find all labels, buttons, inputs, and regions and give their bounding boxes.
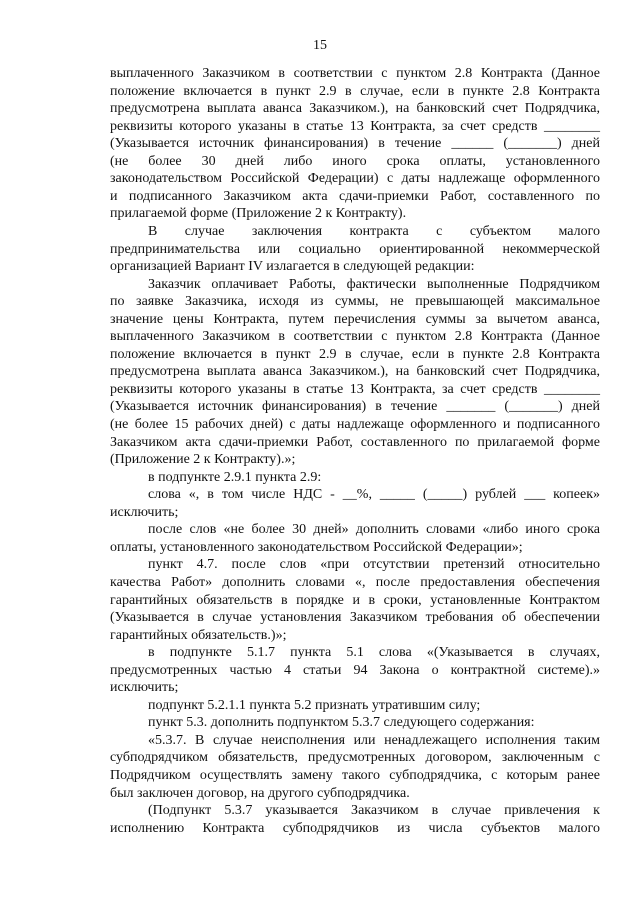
text-line: оплаты, установленного законодательством Российской Федерации»;: [110, 539, 523, 555]
text-line: предусмотрена выплата аванса Заказчиком.), на банковский счет Подрядчика,: [110, 364, 600, 380]
text-line: (Указывается источник финансирования) в течение ______ (_______) дней: [110, 136, 600, 152]
text-line: прилагаемой форме (Приложение 2 к Контракту).: [110, 206, 407, 222]
text-line: гарантийных обязательств в порядке и в сроки, установленные Контрактом: [110, 592, 600, 608]
text-line: пункт 4.7. после слов «при отсутствии претензий относительно: [148, 557, 600, 573]
text-line: по заявке Заказчика, исходя из суммы, не превышающей максимальное: [110, 294, 600, 310]
text-line: субподрядчиком обязательств, предусмотренных договором, заключенным с: [110, 750, 600, 766]
text-line: положение включается в пункт 2.9 в случае, если в пункте 2.8 Контракта: [110, 346, 600, 362]
text-line: предпринимательства или социально ориентированной некоммерческой: [110, 241, 600, 257]
text-line: пункт 5.3. дополнить подпунктом 5.3.7 следующего содержания:: [148, 715, 535, 731]
text-line: законодательством Российской Федерации) с даты надлежаще оформленного: [110, 171, 600, 187]
text-line: В случае заключения контракта с субъектом малого: [148, 223, 600, 239]
text-line: исполнению Контракта субподрядчиков из числа субъектов малого: [110, 820, 600, 836]
text-line: исключить;: [110, 680, 179, 696]
text-line: исключить;: [110, 504, 179, 520]
text-line: в подпункте 5.1.7 пункта 5.1 слова «(Указывается в случаях,: [148, 645, 600, 661]
text-line: (Подпункт 5.3.7 указывается Заказчиком в случае привлечения к: [148, 803, 600, 819]
text-line: Заказчик оплачивает Работы, фактически выполненные Подрядчиком: [148, 276, 600, 292]
text-line: «5.3.7. В случае неисполнения или ненадлежащего исполнения таким: [148, 732, 600, 748]
page-number: 15: [313, 38, 327, 53]
text-line: (Приложение 2 к Контракту).»;: [110, 452, 296, 468]
text-line: в подпункте 2.9.1 пункта 2.9:: [148, 469, 322, 485]
text-line: (Указывается в случае установления Заказчиком требования об обеспечении: [110, 610, 600, 626]
text-line: гарантийных обязательств.)»;: [110, 627, 287, 643]
text-line: после слов «не более 30 дней» дополнить словами «либо иного срока: [148, 522, 600, 538]
text-line: был заключен договор, на другого субподрядчика.: [110, 785, 410, 801]
text-line: выплаченного Заказчиком в соответствии с пунктом 2.8 Контракта (Данное: [110, 66, 600, 81]
text-line: Подрядчиком осуществлять замену такого субподрядчика, с которым ранее: [110, 768, 600, 783]
text-line: реквизиты которого указаны в статье 13 Контракта, за счет средств ________: [110, 381, 600, 397]
text-line: предусмотрена выплата аванса Заказчиком.), на банковский счет Подрядчика,: [110, 101, 600, 117]
text-line: значение цены Контракта, путем перечисления суммы за вычетом аванса,: [110, 311, 600, 327]
text-line: выплаченного Заказчиком в соответствии с пунктом 2.8 Контракта (Данное: [110, 329, 600, 345]
text-line: качества Работ» дополнить словами «, после предоставления обеспечения: [110, 574, 600, 590]
text-line: положение включается в пункт 2.9 в случае, если в пункте 2.8 Контракта: [110, 83, 600, 99]
text-line: (не более 15 рабочих дней) с даты надлежаще оформленного и подписанного: [110, 417, 600, 432]
text-line: и подписанного Заказчиком акта сдачи-приемки Работ, составленного по: [110, 188, 600, 204]
text-line: организацией Вариант IV излагается в следующей редакции:: [110, 259, 475, 275]
text-line: Заказчиком акта сдачи-приемки Работ, составленного по прилагаемой форме: [110, 434, 600, 450]
text-line: реквизиты которого указаны в статье 13 Контракта, за счет средств ________: [110, 118, 600, 134]
text-line: подпункт 5.2.1.1 пункта 5.2 признать утратившим силу;: [148, 697, 481, 713]
text-line: (Указывается источник финансирования) в течение _______ (_______) дней: [110, 399, 600, 415]
text-line: слова «, в том числе НДС - __%, _____ (_____) рублей ___ копеек»: [148, 487, 600, 503]
text-line: предусмотренных частью 4 статьи 94 Закона о контрактной системе).»: [110, 662, 600, 678]
text-line: (не более 30 дней либо иного срока оплаты, установленного: [110, 153, 600, 169]
